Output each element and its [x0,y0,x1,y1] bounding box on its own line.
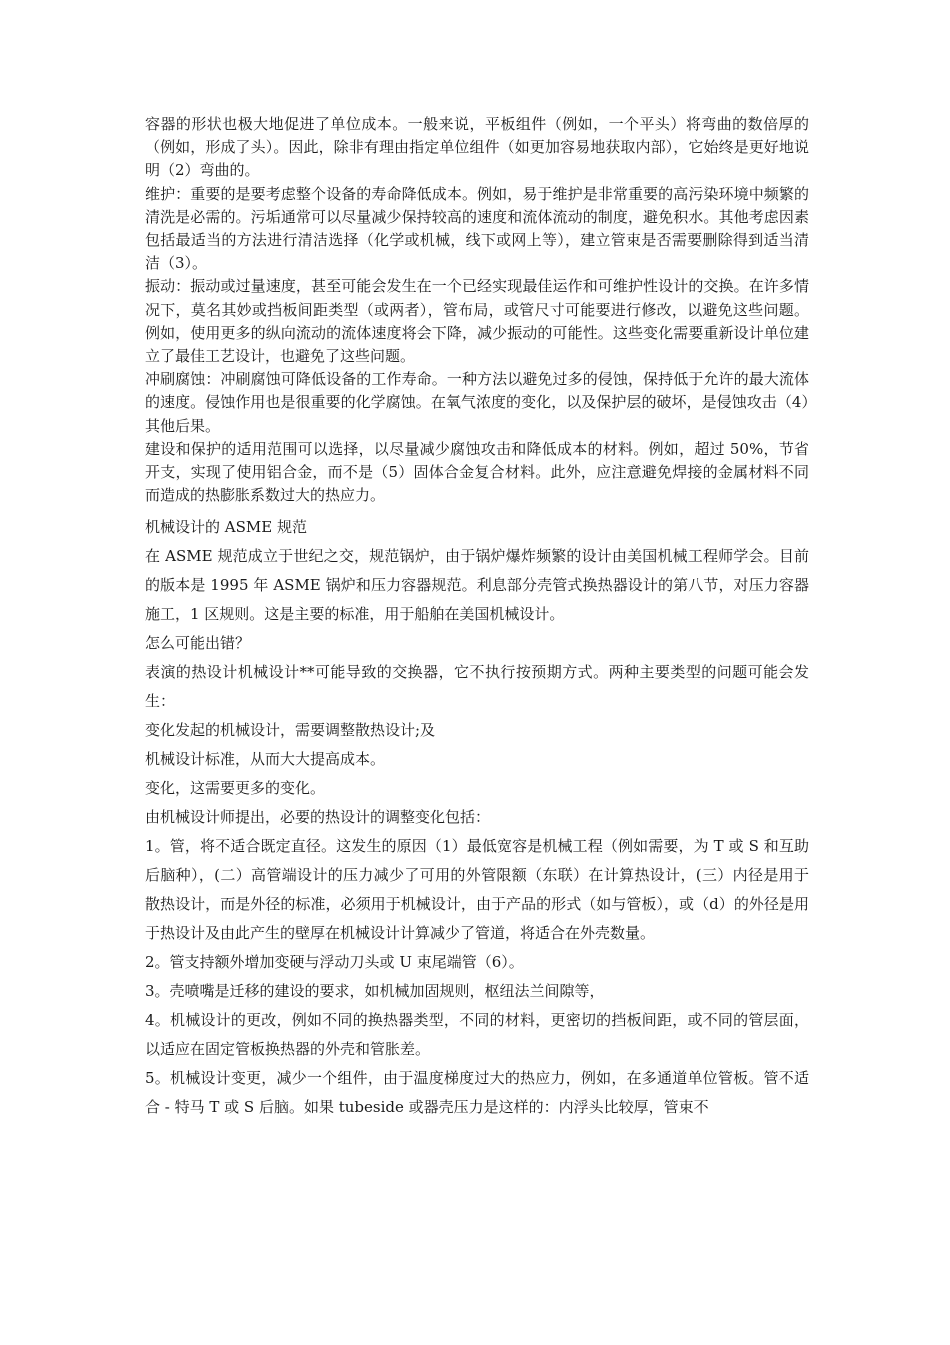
heading-asme: 机械设计的 ASME 规范 [145,518,307,537]
paragraph-adjustments-intro: 由机械设计师提出，必要的热设计的调整变化包括： [145,808,491,827]
paragraph-asme: 在 ASME 规范成立于世纪之交，规范锅炉，由于锅炉爆炸频繁的设计由美国机械工程师学会。目前的版本是 1995 年 ASME 锅炉和压力容器规范。利息部分壳管式换热器设计的第八节，对压力容器施工，1 区规则。这是主要的标准，用于船舶在美国机械设计。 [145,547,809,624]
numbered-item-2: 2。管支持额外增加变硬与浮动刀头或 U 束尾端管（6）。 [145,953,524,972]
numbered-item-5: 5。机械设计变更，减少一个组件，由于温度梯度过大的热应力，例如，在多通道单位管板。管不适合 - 特马 T 或 S 后脑。如果 tubeside 或器壳压力是这样的：内浮头比较厚，管束不 [145,1069,809,1117]
paragraph-unit-form: 容器的形状也极大地促进了单位成本。一般来说，平板组件（例如，一个平头）将弯曲的数倍厚的（例如，形成了头）。因此，除非有理由指定单位组件（如更加容易地获取内部），它始终是更好地说明（2）弯曲的。 [145,115,809,180]
heading-what-can-go-wrong: 怎么可能出错？ [145,634,251,653]
paragraph-materials: 建设和保护的适用范围可以选择，以尽量减少腐蚀攻击和降低成本的材料。例如，超过 50%，节省开支，实现了使用铝合金，而不是（5）固体合金复合材料。此外，应注意避免焊接的金属材料不同而造成的热膨胀系数过大的热应力。 [145,439,809,505]
numbered-item-4: 4。机械设计的更改，例如不同的换热器类型，不同的材料，更密切的挡板间距，或不同的管层面，以适应在固定管板换热器的外壳和管胀差。 [145,1011,809,1059]
paragraph-vibration: 振动：振动或过量速度，甚至可能会发生在一个已经实现最佳运作和可维护性设计的交换。在许多情况下，莫名其妙或挡板间距类型（或两者），管布局，或管尺寸可能要进行修改，以避免这些问题。例如，使用更多的纵向流动的流体速度将会下降，减少振动的可能性。这些变化需要重新设计单位建立了最佳工艺设计，也避免了这些问题。 [145,277,809,366]
paragraph-erosion: 冲刷腐蚀：冲刷腐蚀可降低设备的工作寿命。一种方法以避免过多的侵蚀，保持低于允许的最大流体的速度。侵蚀作用也是很重要的化学腐蚀。在氧气浓度的变化，以及保护层的破坏，是侵蚀攻击（4）其他后果。 [145,370,809,435]
document-page [145,113,809,1122]
paragraph-maintenance: 维护：重要的是要考虑整个设备的寿命降低成本。例如，易于维护是非常重要的高污染环境中频繁的清洗是必需的。污垢通常可以尽量减少保持较高的速度和流体流动的制度，避免积水。其他考虑因素包括最适当的方法进行清洁选择（化学或机械，线下或网上等），建立管束是否需要删除得到适当清洁（3）。 [145,184,809,273]
list-line-1: 变化发起的机械设计，需要调整散热设计;及 [145,721,436,740]
list-line-3: 变化，这需要更多的变化。 [145,779,326,798]
numbered-item-1: 1。管，将不适合既定直径。这发生的原因（1）最低宽容是机械工程（例如需要，为 T 或 S 和互助后脑种），(二）高管端设计的压力减少了可用的外管限额（东联）在计算热设计，(三）内径是用于散热设计，而是外径的标准，必须用于机械设计，由于产品的形式（如与管板），或（d）的外径是用于热设计及由此产生的壁厚在机械设计计算减少了管道，将适合在外壳数量。 [145,837,809,943]
paragraph-problems: 表演的热设计机械设计**可能导致的交换器，它不执行按预期方式。两种主要类型的问题可能会发生： [145,663,809,711]
list-line-2: 机械设计标准，从而大大提高成本。 [145,750,386,769]
numbered-item-3: 3。壳喷嘴是迁移的建设的要求，如机械加固规则，枢纽法兰间隙等， [145,982,605,1001]
